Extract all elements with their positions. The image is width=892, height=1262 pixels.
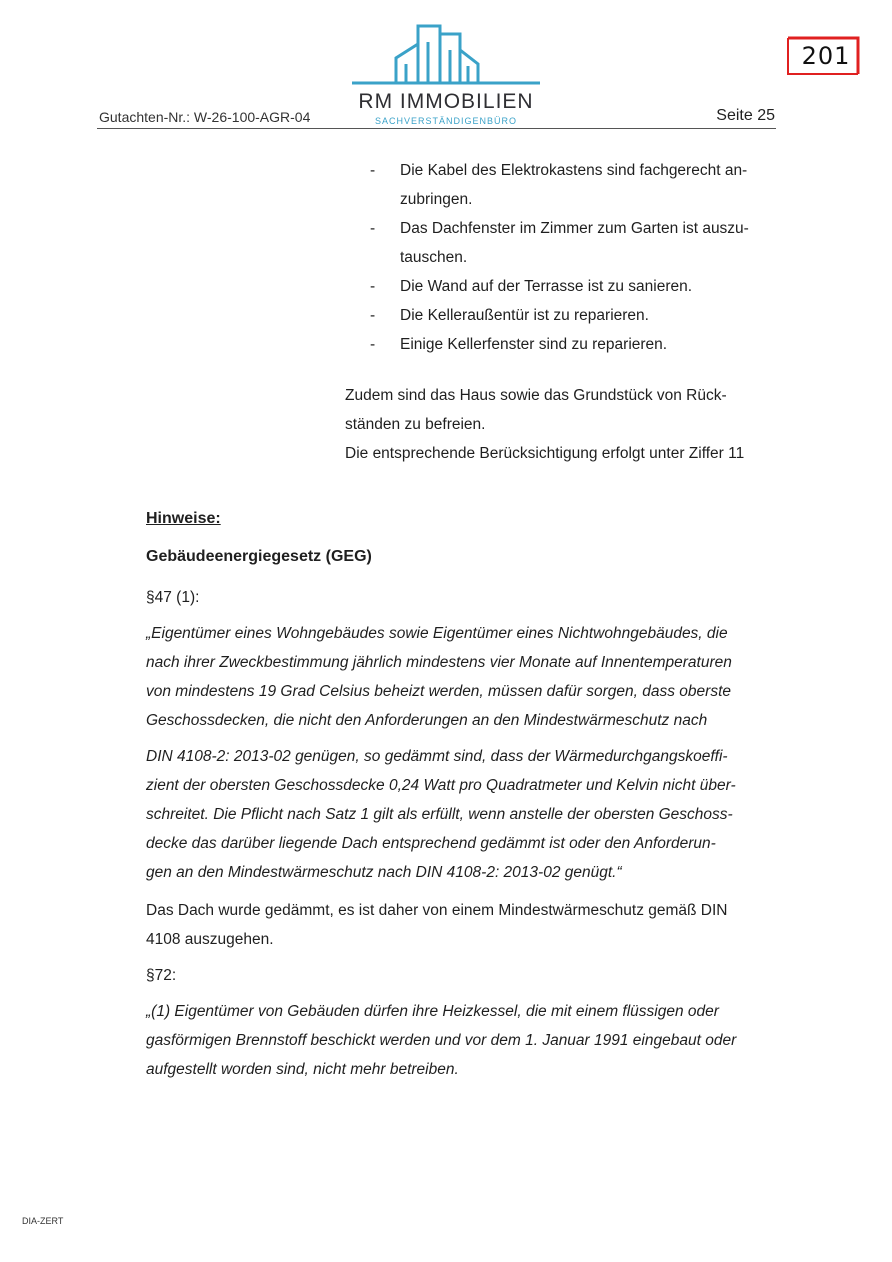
page-label: Seite 25 — [716, 107, 775, 124]
statement-line: Das Dach wurde gedämmt, es ist daher von einem Mindestwärmeschutz gemäß DIN — [146, 902, 728, 919]
logo-company-name: RM IMMOBILIEN — [358, 90, 534, 113]
quote-47-part2 — [146, 742, 774, 887]
list-item-line: Das Dachfenster im Zimmer zum Garten ist auszu- — [400, 220, 749, 237]
list-dash: - — [370, 220, 376, 237]
list-item-line: tauschen. — [400, 249, 468, 266]
list-item-line: Die Kabel des Elektrokastens sind fachgerecht an- — [400, 162, 748, 179]
list-item — [370, 214, 772, 272]
list-dash: - — [370, 307, 376, 324]
repair-list — [370, 156, 772, 359]
report-number: Gutachten-Nr.: W-26-100-AGR-04 — [99, 109, 311, 125]
quote-line: aufgestellt worden sind, nicht mehr betreiben. — [146, 1061, 459, 1078]
quote-line: schreitet. Die Pflicht nach Satz 1 gilt als erfüllt, wenn anstelle der obersten Geschoss- — [146, 806, 733, 823]
header-divider — [97, 128, 776, 129]
quote-line: DIN 4108-2: 2013-02 genügen, so gedämmt sind, dass der Wärmedurchgangskoeffi- — [146, 748, 728, 765]
paragraph-line: ständen zu befreien. — [345, 416, 486, 433]
quote-line: Geschossdecken, die nicht den Anforderungen an den Mindestwärmeschutz nach — [146, 712, 708, 729]
cleanup-paragraph — [345, 381, 772, 468]
company-logo — [348, 20, 544, 128]
list-item — [370, 272, 772, 301]
geg-heading: Gebäudeenergiegesetz (GEG) — [146, 548, 372, 565]
paragraph-line: Die entsprechende Berücksichtigung erfolgt unter Ziffer 11 — [345, 445, 745, 462]
quote-line: gen an den Mindestwärmeschutz nach DIN 4108-2: 2013-02 genügt.“ — [146, 864, 622, 881]
list-item-line: zubringen. — [400, 191, 473, 208]
list-dash: - — [370, 162, 376, 179]
quote-72 — [146, 997, 774, 1084]
list-item — [370, 330, 772, 359]
list-item — [370, 156, 772, 214]
page-number-stamp — [786, 30, 862, 78]
paragraph-line: Zudem sind das Haus sowie das Grundstück von Rück- — [345, 387, 727, 404]
quote-line: „Eigentümer eines Wohngebäudes sowie Eigentümer eines Nichtwohngebäudes, die — [146, 625, 728, 642]
list-item-text: Die Kelleraußentür ist zu reparieren. — [400, 307, 649, 324]
quote-line: gasförmigen Brennstoff beschickt werden und vor dem 1. Januar 1991 eingebaut oder — [146, 1032, 737, 1049]
list-item-text: Die Wand auf der Terrasse ist zu sanieren. — [400, 278, 693, 295]
list-item-text: Einige Kellerfenster sind zu reparieren. — [400, 336, 668, 353]
list-item — [370, 301, 772, 330]
section-72-label: §72: — [146, 967, 177, 984]
buildings-icon — [348, 20, 544, 92]
quote-line: von mindestens 19 Grad Celsius beheizt werden, müssen dafür sorgen, dass oberste — [146, 683, 732, 700]
list-dash: - — [370, 278, 376, 295]
insulation-statement — [146, 896, 774, 954]
logo-subtitle: SACHVERSTÄNDIGENBÜRO — [374, 116, 518, 126]
quote-line: nach ihrer Zweckbestimmung jährlich mindestens vier Monate auf Innentemperaturen — [146, 654, 732, 671]
section-47-label: §47 (1): — [146, 589, 200, 606]
quote-line: zient der obersten Geschossdecke 0,24 Watt pro Quadratmeter und Kelvin nicht über- — [146, 777, 736, 794]
quote-line: decke das darüber liegende Dach entsprechend gedämmt ist oder den Anforderun- — [146, 835, 716, 852]
hints-heading: Hinweise: — [146, 510, 221, 527]
page-stamp-number: 201 — [801, 42, 851, 70]
quote-line: „(1) Eigentümer von Gebäuden dürfen ihre Heizkessel, die mit einem flüssigen oder — [146, 1003, 719, 1020]
footer-mark: DIA-ZERT — [22, 1216, 64, 1226]
statement-line: 4108 auszugehen. — [146, 931, 274, 948]
quote-47-part1 — [146, 619, 774, 735]
list-dash: - — [370, 336, 376, 353]
